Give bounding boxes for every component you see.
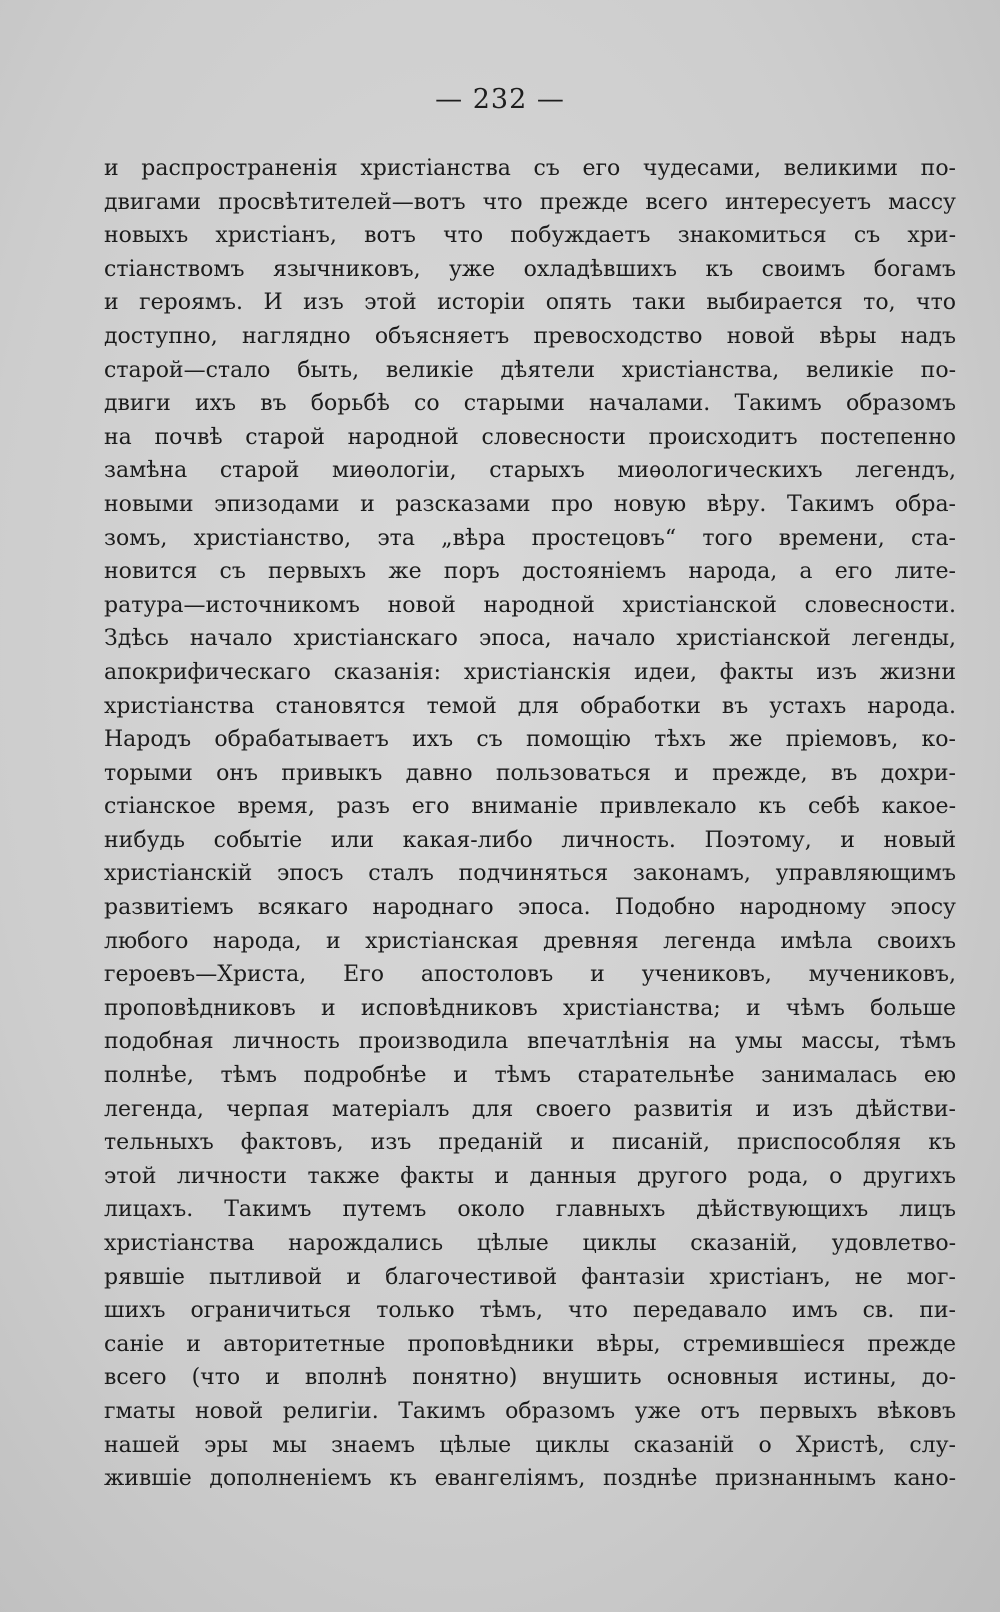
text-line: старой—стало быть, великіе дѣятели христіанства, великіе по- (104, 357, 956, 383)
text-line: двиги ихъ въ борьбѣ со старыми началами. Такимъ образомъ (104, 391, 956, 417)
text-line: стіанствомъ язычниковъ, уже охладѣвшихъ къ своимъ богамъ (104, 256, 956, 282)
text-line: гматы новой религіи. Такимъ образомъ уже отъ первыхъ вѣковъ (104, 1398, 956, 1424)
text-line: всего (что и вполнѣ понятно) внушить основныя истины, до- (104, 1365, 956, 1391)
text-line: христіанства нарождались цѣлые циклы сказаній, удовлетво- (104, 1231, 956, 1256)
text-line: проповѣдниковъ и исповѣдниковъ христіанства; и чѣмъ больше (104, 995, 956, 1021)
text-line: этой личности также факты и данныя другого рода, о другихъ (104, 1163, 956, 1189)
text-line: нибудь событіе или какая-либо личность. Поэтому, и новый (104, 827, 956, 853)
text-line: двигами просвѣтителей—вотъ что прежде всего интересуетъ массу (104, 189, 956, 215)
text-line: нашей эры мы знаемъ цѣлые циклы сказаній о Христѣ, слу- (104, 1432, 956, 1458)
body-text (104, 152, 956, 1496)
text-line: героевъ—Христа, Его апостоловъ и учениковъ, мучениковъ, (104, 962, 956, 988)
text-line: христіанскій эпосъ сталъ подчиняться законамъ, управляющимъ (104, 861, 956, 887)
text-line: новыми эпизодами и разсказами про новую вѣру. Такимъ обра- (104, 491, 956, 517)
text-line: торыми онъ привыкъ давно пользоваться и прежде, въ дохри- (104, 760, 956, 786)
text-line: новыхъ христіанъ, вотъ что побуждаетъ знакомиться съ хри- (104, 223, 956, 249)
text-line: доступно, наглядно объясняетъ превосходство новой вѣры надъ (104, 323, 956, 349)
text-line: лицахъ. Такимъ путемъ около главныхъ дѣйствующихъ лицъ (104, 1197, 956, 1223)
text-line: новится съ первыхъ же поръ достояніемъ народа, а его лите- (104, 559, 956, 585)
text-line: подобная личность производила впечатлѣнія на умы массы, тѣмъ (104, 1029, 956, 1055)
text-line: Здѣсь начало христіанскаго эпоса, начало христіанской легенды, (104, 626, 956, 652)
text-line: развитіемъ всякаго народнаго эпоса. Подобно народному эпосу (104, 895, 956, 921)
text-line: стіанское время, разъ его вниманіе привлекало къ себѣ какое- (104, 794, 956, 820)
text-line: полнѣе, тѣмъ подробнѣе и тѣмъ старательнѣе занималась ею (104, 1063, 956, 1089)
text-line: рявшіе пытливой и благочестивой фантазіи христіанъ, не мог- (104, 1264, 956, 1290)
text-line: и героямъ. И изъ этой исторіи опять таки выбирается то, что (104, 290, 956, 316)
text-line: тельныхъ фактовъ, изъ преданій и писаній, приспособляя къ (104, 1130, 956, 1156)
page-number: — 232 — (435, 84, 565, 115)
text-line: христіанства становятся темой для обработки въ устахъ народа. (104, 693, 956, 719)
text-line: саніе и авторитетные проповѣдники вѣры, стремившіеся прежде (104, 1331, 956, 1357)
text-line: жившіе дополненіемъ къ евангеліямъ, позднѣе признаннымъ кано- (104, 1466, 956, 1492)
text-line: Народъ обрабатываетъ ихъ съ помощію тѣхъ же пріемовъ, ко- (104, 727, 956, 753)
text-line: зомъ, христіанство, эта „вѣра простецовъ“ того времени, ста- (104, 525, 956, 551)
text-line: на почвѣ старой народной словесности происходитъ постепенно (104, 424, 956, 450)
text-line: ратура—источникомъ новой народной христіанской словесности. (104, 592, 956, 618)
text-line: и распространенія христіанства съ его чудесами, великими по- (104, 156, 956, 181)
text-line: апокрифическаго сказанія: христіанскія идеи, факты изъ жизни (104, 659, 956, 685)
text-line: шихъ ограничиться только тѣмъ, что передавало имъ св. пи- (104, 1298, 956, 1324)
text-line: замѣна старой миѳологіи, старыхъ миѳологическихъ легендъ, (104, 458, 956, 484)
text-line: любого народа, и христіанская древняя легенда имѣла своихъ (104, 928, 956, 954)
text-line: легенда, черпая матеріалъ для своего развитія и изъ дѣйстви- (104, 1096, 956, 1122)
